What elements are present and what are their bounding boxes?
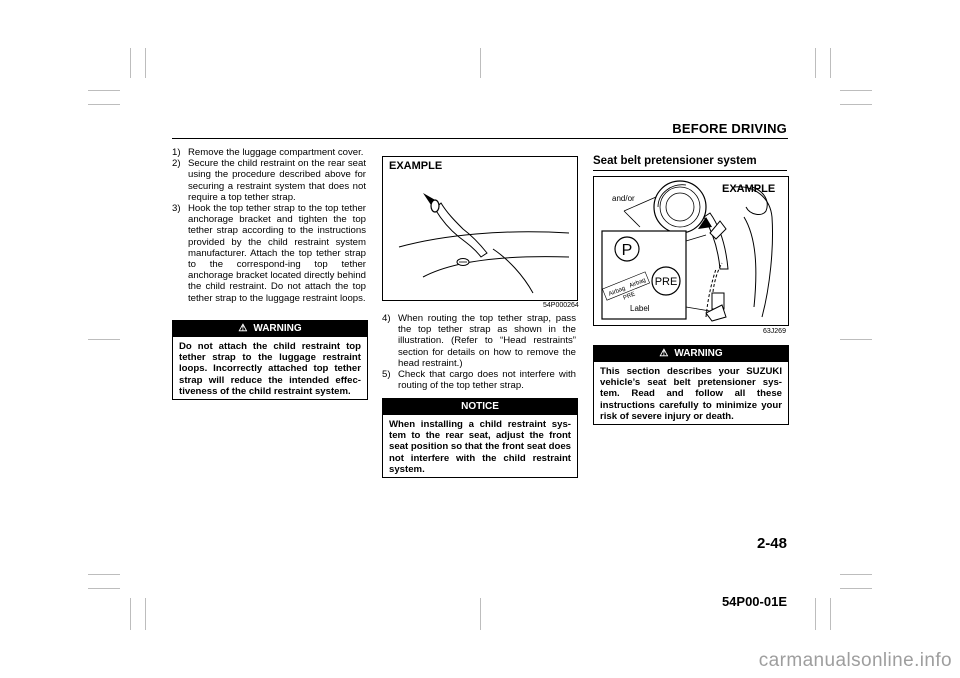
notice-title: NOTICE — [461, 401, 499, 412]
crop-mark — [480, 48, 481, 78]
watermark: carmanualsonline.info — [758, 650, 952, 671]
crop-mark — [145, 48, 146, 78]
crop-mark — [130, 48, 131, 78]
warning-box — [172, 320, 368, 400]
middle-column-steps — [382, 313, 576, 391]
warning-box — [593, 345, 789, 425]
step-text: When routing the top tether strap, pass the top tether strap as shown in the illustration. (Refer to “Head restraints” section for details on how to remove the head restraint.) — [398, 313, 576, 369]
step-number: 3) — [172, 203, 181, 215]
warning-title: WARNING — [674, 348, 723, 359]
crop-mark — [840, 104, 872, 105]
step-text: Secure the child restraint on the rear seat using the procedure described above for securing a restraint system that does not require a top tether strap. — [188, 158, 366, 203]
step-item — [172, 203, 366, 304]
figure-code: 63J269 — [763, 328, 786, 335]
crop-mark — [88, 90, 120, 91]
warning-header — [173, 321, 367, 337]
step-number: 5) — [382, 369, 391, 381]
label-text-airbag: Airbag — [608, 285, 627, 298]
notice-text: When installing a child restraint sys-tem to the rear seat, adjust the front seat position so that the front seat does not interfere with the child restraint system. — [389, 419, 571, 475]
figure-label: EXAMPLE — [722, 183, 776, 195]
step-text: Check that cargo does not interfere with routing of the top tether strap. — [398, 369, 576, 392]
step-item — [382, 369, 576, 391]
left-column-steps — [172, 147, 366, 304]
step-text: Hook the top tether strap to the top tether anchorage bracket and tighten the top tether strap according to the instructions provided by the child restraint system manufacturer. Attach the top tether strap to the correspond-ing top tether anchorage bracket located directly behind the child restraint. Do not attach the top tether strap to the luggage restraint loops. — [188, 203, 366, 304]
section-header: BEFORE DRIVING — [672, 121, 787, 136]
warning-text: This section describes your SUZUKI vehicle’s seat belt pretensioner sys-tem. Read and follow all these instructions carefully to minimize your risk of severe injury or death. — [600, 366, 782, 422]
step-text: Remove the luggage compartment cover. — [188, 147, 364, 158]
tether-strap-drawing — [383, 157, 577, 300]
label-letter-p: P — [621, 242, 633, 259]
crop-mark — [145, 598, 146, 630]
figure-code: 54P000264 — [543, 302, 579, 309]
crop-mark — [840, 574, 872, 575]
crop-mark — [830, 598, 831, 630]
page-number: 2-48 — [756, 535, 787, 552]
step-number: 2) — [172, 158, 181, 170]
crop-mark — [480, 598, 481, 630]
crop-mark — [840, 90, 872, 91]
step-item — [382, 313, 576, 369]
crop-mark — [88, 104, 120, 105]
crop-mark — [840, 339, 872, 340]
warning-triangle-icon: ⚠ — [659, 348, 669, 359]
header-rule — [172, 138, 788, 139]
pretensioner-illustration — [593, 176, 789, 326]
warning-header — [594, 346, 788, 362]
warning-text: Do not attach the child restraint top tether strap to the luggage restraint loops. Incorrectly attached top tether strap will reduce the intended effec-tiveness of the child restraint system. — [179, 341, 361, 397]
notice-box — [382, 398, 578, 478]
warning-triangle-icon: ⚠ — [238, 323, 248, 334]
section-title-rule — [593, 170, 787, 171]
tether-strap-illustration — [382, 156, 578, 301]
step-number: 1) — [172, 147, 181, 158]
label-text-pre-small: PRE — [622, 291, 637, 302]
notice-header — [383, 399, 577, 415]
step-item — [172, 158, 366, 203]
step-item — [172, 147, 366, 158]
figure-label: EXAMPLE — [389, 160, 443, 172]
crop-mark — [840, 588, 872, 589]
label-text-pre: PRE — [654, 276, 678, 288]
section-title: Seat belt pretensioner system — [593, 155, 757, 167]
warning-title: WARNING — [253, 323, 302, 334]
document-code: 54P00-01E — [721, 594, 787, 609]
crop-mark — [830, 48, 831, 78]
step-number: 4) — [382, 313, 391, 324]
crop-mark — [88, 339, 120, 340]
crop-mark — [88, 574, 120, 575]
crop-mark — [130, 598, 131, 630]
label-caption: Label — [630, 304, 650, 313]
crop-mark — [88, 588, 120, 589]
and-or-caption: and/or — [612, 194, 635, 203]
crop-mark — [815, 598, 816, 630]
label-text-airbag: Airbag — [628, 277, 647, 290]
crop-mark — [815, 48, 816, 78]
